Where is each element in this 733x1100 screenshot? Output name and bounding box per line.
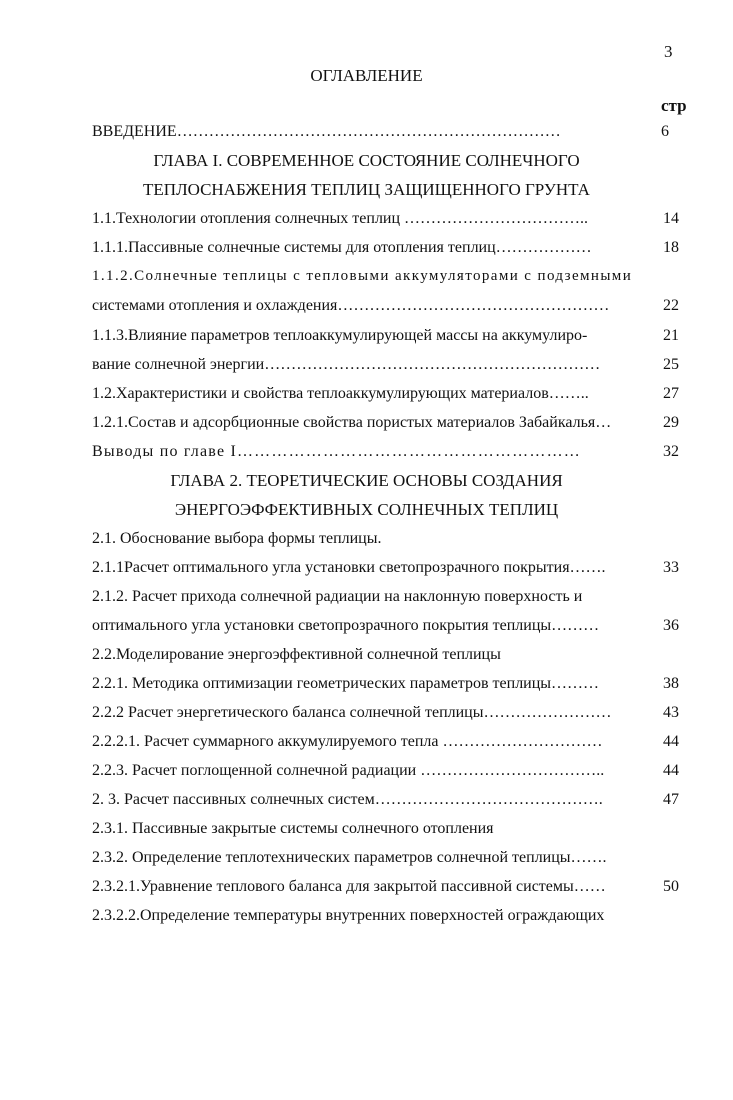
toc-page: 32	[663, 443, 679, 460]
toc-entry-conclusions-ch1: Выводы по главе I……………………………………………………	[92, 443, 581, 460]
toc-page: 44	[663, 733, 679, 750]
toc-entry-introduction: ВВЕДЕНИЕ………………………………………………………………	[92, 123, 561, 140]
toc-page: 22	[663, 297, 679, 314]
toc-entry: вание солнечной энергии………………………………………………………	[92, 356, 601, 373]
toc-entry: 1.1.1.Пассивные солнечные системы для отопления теплиц………………	[92, 239, 592, 256]
toc-entry: 2.2.1. Методика оптимизации геометрических параметров теплицы………	[92, 675, 600, 692]
toc-page: 43	[663, 704, 679, 721]
toc-entry: 1.1.3.Влияние параметров теплоаккумулирующей массы на аккумулиро-	[92, 327, 588, 344]
toc-entry: 2.1.2. Расчет прихода солнечной радиации на наклонную поверхность и	[92, 588, 583, 605]
toc-page: 44	[663, 762, 679, 779]
toc-entry: 2.2.2.1. Расчет суммарного аккумулируемого тепла …………………………	[92, 733, 603, 750]
toc-entry: 1.2.1.Состав и адсорбционные свойства пористых материалов Забайкалья…	[92, 414, 612, 431]
toc-page: 33	[663, 559, 679, 576]
toc-entry: 2.1. Обоснование выбора формы теплицы.	[92, 530, 382, 547]
toc-entry: 2.3.2.2.Определение температуры внутренних поверхностей ограждающих	[92, 907, 605, 924]
toc-entry: 2.2.3. Расчет поглощенной солнечной радиации ……………………………..	[92, 762, 605, 779]
chapter-1-heading-line-2: ТЕПЛОСНАБЖЕНИЯ ТЕПЛИЦ ЗАЩИЩЕННОГО ГРУНТА	[143, 180, 590, 199]
chapter-2-heading-line-1: ГЛАВА 2. ТЕОРЕТИЧЕСКИЕ ОСНОВЫ СОЗДАНИЯ	[170, 471, 563, 490]
toc-page: 38	[663, 675, 679, 692]
toc-page: 29	[663, 414, 679, 431]
toc-page: 47	[663, 791, 679, 808]
chapter-1-heading-line-1: ГЛАВА I. СОВРЕМЕННОЕ СОСТОЯНИЕ СОЛНЕЧНОГО	[153, 151, 580, 170]
toc-entry: 2.3.1. Пассивные закрытые системы солнечного отопления	[92, 820, 494, 837]
toc-entry: 2. 3. Расчет пассивных солнечных систем…………………………………….	[92, 791, 603, 808]
toc-entry: 2.2.Моделирование энергоэффективной солнечной теплицы	[92, 646, 501, 663]
toc-entry: 1.1.2.Солнечные теплицы с тепловыми аккумуляторами с подземными	[92, 268, 633, 284]
toc-entry: 2.1.1Расчет оптимального угла установки светопрозрачного покрытия…….	[92, 559, 606, 576]
toc-entry: 2.3.2. Определение теплотехнических параметров солнечной теплицы…….	[92, 849, 607, 866]
toc-page-introduction: 6	[661, 123, 669, 140]
toc-entry: системами отопления и охлаждения……………………………………………	[92, 297, 610, 314]
page-column-header: стр	[661, 96, 687, 115]
toc-entry: 1.2.Характеристики и свойства теплоаккумулирующих материалов……..	[92, 385, 589, 402]
toc-page: 21	[663, 327, 679, 344]
toc-page: 27	[663, 385, 679, 402]
toc-page: 36	[663, 617, 679, 634]
toc-page: 50	[663, 878, 679, 895]
toc-title: ОГЛАВЛЕНИЕ	[310, 66, 423, 85]
toc-page: 25	[663, 356, 679, 373]
page-number: 3	[664, 42, 673, 61]
chapter-2-heading-line-2: ЭНЕРГОЭФФЕКТИВНЫХ СОЛНЕЧНЫХ ТЕПЛИЦ	[174, 500, 559, 519]
toc-entry: оптимального угла установки светопрозрачного покрытия теплицы………	[92, 617, 600, 634]
toc-entry: 2.3.2.1.Уравнение теплового баланса для закрытой пассивной системы……	[92, 878, 606, 895]
toc-page: 14	[663, 210, 679, 227]
toc-entry: 1.1.Технологии отопления солнечных теплиц ……………………………..	[92, 210, 589, 227]
toc-entry: 2.2.2 Расчет энергетического баланса солнечной теплицы……………………	[92, 704, 612, 721]
toc-page: 18	[663, 239, 679, 256]
